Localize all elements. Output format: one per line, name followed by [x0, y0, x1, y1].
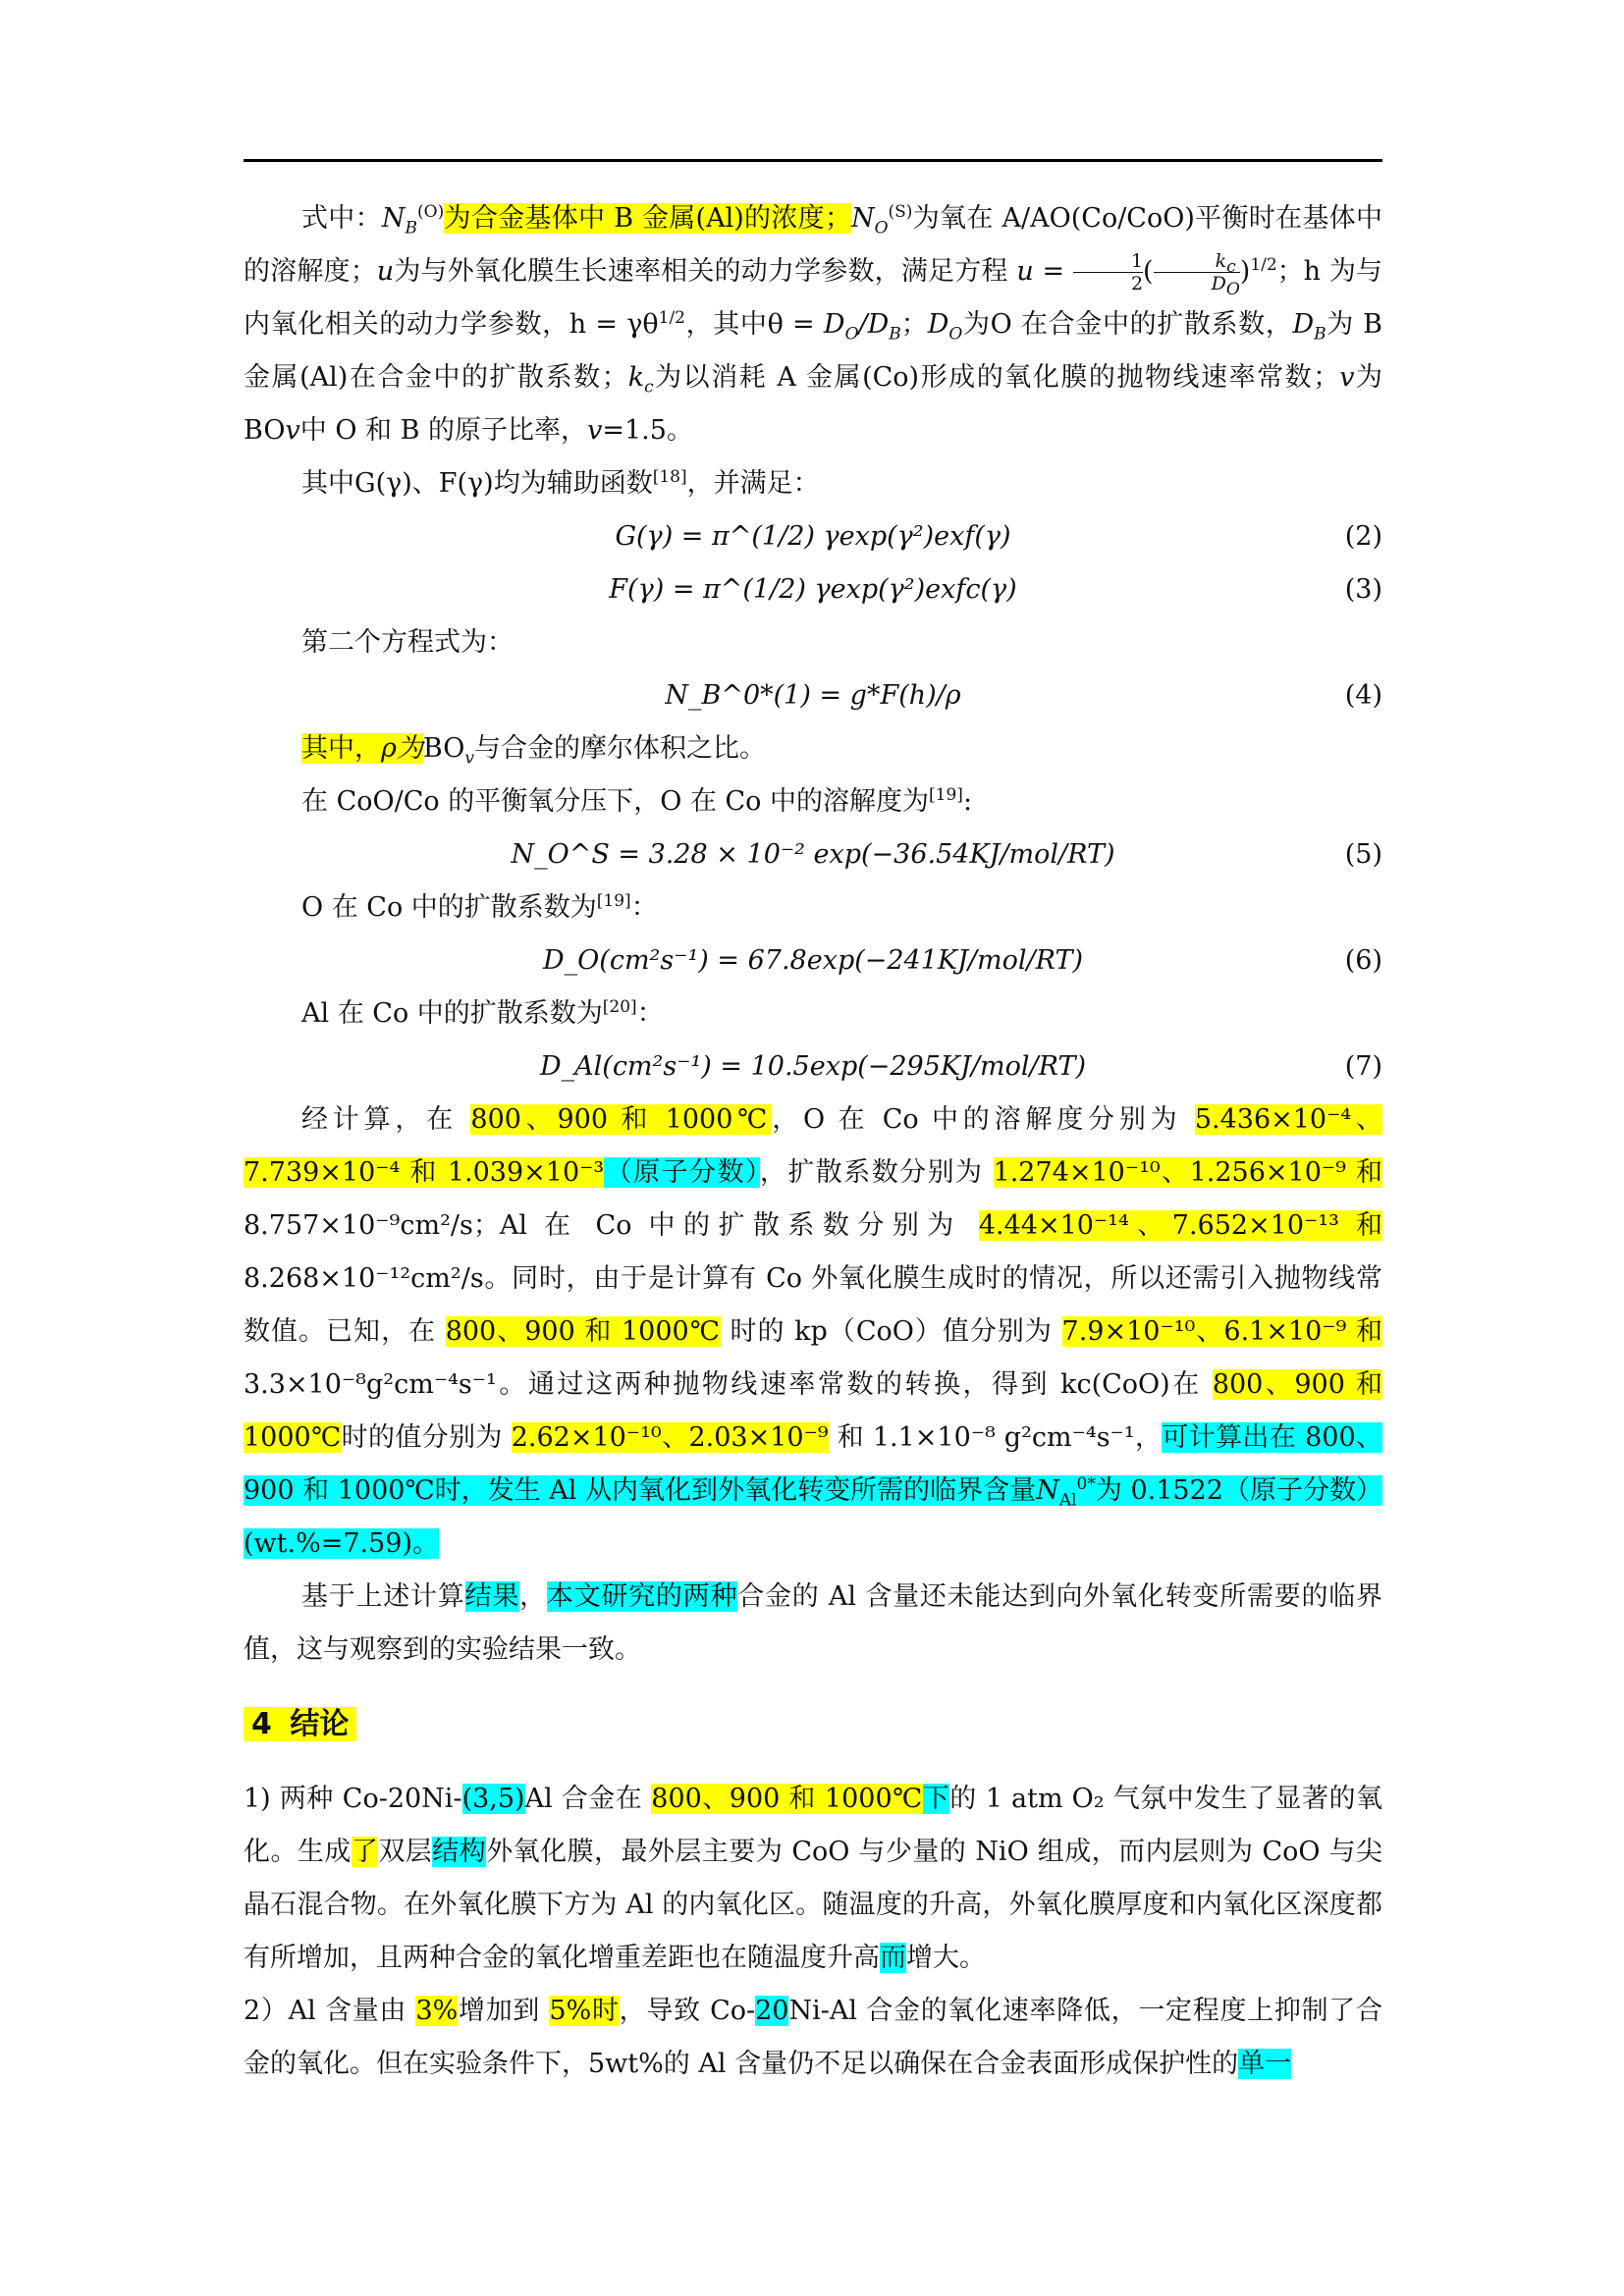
text: 时的值分别为 — [341, 1422, 512, 1453]
text: ，O 在 Co 中的溶解度分别为 — [772, 1104, 1195, 1135]
section-heading — [244, 1698, 1382, 1751]
text: 为与内氧化相关的动力学参数，h = γθ — [244, 256, 1383, 340]
highlight: 3% — [415, 1996, 459, 2026]
text: 为氧在 A/AO(Co/CoO)平衡时在基体中的溶解度； — [244, 203, 1382, 287]
text: ： — [630, 892, 658, 923]
equation-number: (7) — [1344, 1051, 1382, 1082]
highlight: 5.436×10⁻⁴、7.739×10⁻⁴ 和 1.039×10⁻³ — [244, 1104, 1382, 1188]
text: : — [962, 786, 973, 817]
citation: [19] — [596, 891, 631, 911]
highlight: 4.44×10⁻¹⁴、7.652×10⁻¹³ 和 — [978, 1210, 1382, 1241]
text: O 在 Co 中的扩散系数为 — [301, 892, 597, 923]
text: Al 合金在 — [524, 1784, 652, 1814]
highlight: 800、900 和 1000℃ — [470, 1104, 773, 1135]
highlight: 800、900 和 1000℃ — [445, 1316, 721, 1347]
text: 2）Al 含量由 — [244, 1996, 416, 2026]
text: ，其中θ = — [684, 309, 815, 340]
highlight: 1.274×10⁻¹⁰、1.256×10⁻⁹ 和 — [993, 1157, 1383, 1188]
text: 为BO — [244, 362, 1383, 446]
text: 增加到 — [458, 1996, 550, 2026]
text: Ni-Al 合金的氧化速率降低，一定程度上抑制了合金的氧化。但在实验条件下，5wt%的 Al 含量仍不足以确保在合金表面形成保护性的 — [244, 1996, 1382, 2079]
equation-formula: N_O^S = 3.28 × 10⁻² exp(−36.54KJ/mol/RT) — [511, 839, 1115, 870]
text: 中 O 和 B 的原子比率， — [299, 415, 588, 446]
text: 其中G(γ)、F(γ)均为辅助函数 — [301, 468, 653, 499]
text: 增大。 — [906, 1943, 986, 1973]
text: ， — [519, 1581, 547, 1612]
equation-5 — [244, 828, 1382, 881]
text: ： — [636, 998, 664, 1029]
highlight: (3,5) — [461, 1784, 525, 1814]
conclusion-2 — [244, 1985, 1382, 2091]
text: Al 在 Co 中的扩散系数为 — [301, 998, 603, 1029]
text: 基于上述计算 — [301, 1581, 465, 1612]
highlight: 可计算出在 800、900 和 1000℃时，发生 Al 从内氧化到外氧化转变所需的临界含量 — [244, 1422, 1382, 1506]
highlight: 20 — [755, 1996, 789, 2026]
section-title: 结论 — [286, 1707, 352, 1741]
equation-formula: N_B^0*(1) = g*F(h)/ρ — [665, 680, 961, 711]
text: 为O 在合金中的扩散系数， — [962, 309, 1293, 340]
section-number: 4 — [247, 1707, 276, 1741]
text: 为 B 金属(Al)在合金中的扩散系数； — [244, 309, 1383, 393]
highlight: 800、900 和 1000℃ — [244, 1369, 1382, 1453]
equation-formula: G(γ) = π^(1/2) γexp(γ²)exf(γ) — [615, 521, 1011, 552]
highlight: 800、900 和 1000℃ — [651, 1784, 923, 1814]
text: ρ为 — [381, 733, 423, 764]
citation: [20] — [602, 997, 637, 1017]
equation-formula: D_Al(cm²s⁻¹) = 10.5exp(−295KJ/mol/RT) — [540, 1051, 1086, 1082]
text: 与合金的摩尔体积之比。 — [473, 733, 766, 764]
citation: [19] — [929, 785, 963, 805]
text: 外氧化膜，最外层主要为 CoO 与少量的 NiO 组成，而内层则为 CoO 与尖晶石混合物。在外氧化膜下方为 Al 的内氧化区。随温度的升高，外氧化膜厚度和内氧化区深度都有所增加，且两种合金的氧化增重差距也在随温度升高 — [244, 1837, 1383, 1973]
equation-2 — [244, 510, 1382, 563]
equation-number: (6) — [1344, 945, 1382, 976]
equation-7 — [244, 1041, 1382, 1094]
paragraph-second-equation: 第二个方程式为： — [301, 627, 514, 658]
equation-6 — [244, 934, 1382, 988]
equation-number: (2) — [1344, 521, 1382, 552]
equation-3 — [244, 563, 1382, 616]
text: ，并满足： — [686, 468, 820, 499]
text: 合金的 Al 含量还未能达到向外氧化转变所需要的临界值，这与观察到的实验结果一致。 — [244, 1581, 1383, 1665]
text: 8.268×10⁻¹²cm²/s。同时，由于是计算有 Co 外氧化膜生成时的情况，所以还需引入抛物线常数值。已知，在 — [244, 1263, 1382, 1347]
text: 经计算，在 — [301, 1104, 471, 1135]
conclusion-1 — [244, 1773, 1382, 1985]
highlight: 单一 — [1238, 2049, 1292, 2079]
page-body — [244, 192, 1382, 2091]
equation-number: (5) — [1344, 839, 1382, 870]
highlight: 下 — [922, 1784, 950, 1814]
highlight: 而 — [880, 1943, 906, 1973]
equation-number: (3) — [1344, 574, 1382, 605]
highlight: 本文研究的两种 — [546, 1581, 738, 1612]
paragraph-calculation: 经计算，在 800、900 和 1000℃，O 在 Co 中的溶解度分别为 5.436×10⁻⁴、7.739×10⁻⁴ 和 1.039×10⁻³（原子分数），扩散系数分别为 1.274×10⁻¹⁰、1.256×10⁻⁹ 和 8.757×10⁻⁹cm²/s；Al 在 Co 中的扩散系数分别为 4.44×10⁻¹⁴、7.652×10⁻¹³ 和 8.268×10⁻¹²cm²/s。同时，由于是计算有 Co 外氧化膜生成时的情况，所以还需引入抛物线常数值。已知，在 800、900 和 1000℃ 时的 kp（CoO）值分别为 7.9×10⁻¹⁰、6.1×10⁻⁹ 和 3.3×10⁻⁸g²cm⁻⁴s⁻¹。通过这两种抛物线速率常数的转换，得到 kc(CoO)在 800、900 和 1000℃时的值分别为 2.62×10⁻¹⁰、2.03×10⁻⁹ 和 1.1×10⁻⁸ g²cm⁻⁴s⁻¹，可计算出在 800、900 和 1000℃时，发生 Al 从内氧化到外氧化转变所需的临界含量$N_{Al}^{0*}$为 0.1522（原子分数）(wt.%=7.59)。 — [244, 1104, 1383, 1559]
highlight: 结构 — [432, 1837, 487, 1867]
paragraph-aux-functions — [244, 457, 1382, 510]
text: 的 1 atm O₂ 气氛中发生了显著的氧化。生成 — [244, 1784, 1382, 1867]
text: 时的 kp（CoO）值分别为 — [720, 1316, 1062, 1347]
paragraph-o-diffusion — [244, 881, 1382, 934]
highlight: 7.9×10⁻¹⁰、6.1×10⁻⁹ 和 — [1061, 1316, 1382, 1347]
text: 在 CoO/Co 的平衡氧分压下，O 在 Co 中的溶解度为 — [301, 786, 930, 817]
highlight: 2.62×10⁻¹⁰、2.03×10⁻⁹ — [511, 1422, 829, 1453]
equation-4 — [244, 669, 1382, 722]
highlight: 为 0.1522（原子分数）(wt.%=7.59)。 — [244, 1475, 1382, 1559]
highlight: 5%时 — [549, 1996, 620, 2026]
citation: [18] — [652, 467, 687, 487]
text: 1) 两种 Co-20Ni- — [244, 1784, 462, 1814]
text: 双层 — [378, 1837, 433, 1867]
equation-number: (4) — [1344, 680, 1382, 711]
text: BO — [422, 733, 465, 764]
text: 为合金基体中 B 金属(Al)的浓度； — [444, 203, 851, 234]
paragraph-summary — [244, 1571, 1382, 1677]
equation-formula: F(γ) = π^(1/2) γexp(γ²)exfc(γ) — [609, 574, 1017, 605]
text: =1.5。 — [602, 415, 693, 446]
highlight: （原子分数） — [604, 1157, 760, 1188]
text: 和 1.1×10⁻⁸ g²cm⁻⁴s⁻¹， — [828, 1422, 1163, 1453]
highlight: 结果 — [464, 1581, 520, 1612]
paragraph-al-diffusion — [244, 988, 1382, 1041]
text: 8.757×10⁻⁹cm²/s；Al 在 Co 中的扩散系数分别为 — [244, 1210, 979, 1241]
text: 为与外氧化膜生长速率相关的动力学参数，满足方程 — [394, 256, 1008, 287]
paragraph-rho: 其中，ρ为$BO_v$与合金的摩尔体积之比。 — [301, 733, 766, 769]
text: ，导致 Co- — [619, 1996, 756, 2026]
paragraph-definitions: 式中：$N_B^{(O)}$为合金基体中 B 金属(Al)的浓度；$N_O^{(S)}$为氧在 A/AO(Co/CoO)平衡时在基体中的溶解度；u为与外氧化膜生长速率相关的动力学参数，满足方程 u = $\frac{1}{2}$ ( $\frac{k_c}{D_O}$ )$^{1/2}$；h 为与内氧化相关的动力学参数，$h = \gamma\theta^{1/2}$，其中$\theta = D_O/D_B$；$D_O$为O 在合金中的扩散系数，$D_B$为 B 金属(Al)在合金中的扩散系数；$k_c$为以消耗 A 金属(Co)形成的氧化膜的抛物线速率常数；v为BOv中 O 和 B 的原子比率，v=1.5。 — [244, 202, 1383, 446]
paragraph-solubility — [244, 775, 1382, 828]
text: 3.3×10⁻⁸g²cm⁻⁴s⁻¹。通过这两种抛物线速率常数的转换，得到 kc(CoO)在 — [244, 1369, 1213, 1400]
text: ，扩散系数分别为 — [759, 1157, 994, 1188]
header-rule — [244, 159, 1382, 162]
equation-formula: D_O(cm²s⁻¹) = 67.8exp(−241KJ/mol/RT) — [543, 945, 1083, 976]
highlight: 了 — [351, 1837, 379, 1867]
text: 式中： — [301, 203, 382, 234]
text: 其中， — [301, 733, 381, 764]
text: 为以消耗 A 金属(Co)形成的氧化膜的抛物线速率常数； — [653, 362, 1340, 393]
